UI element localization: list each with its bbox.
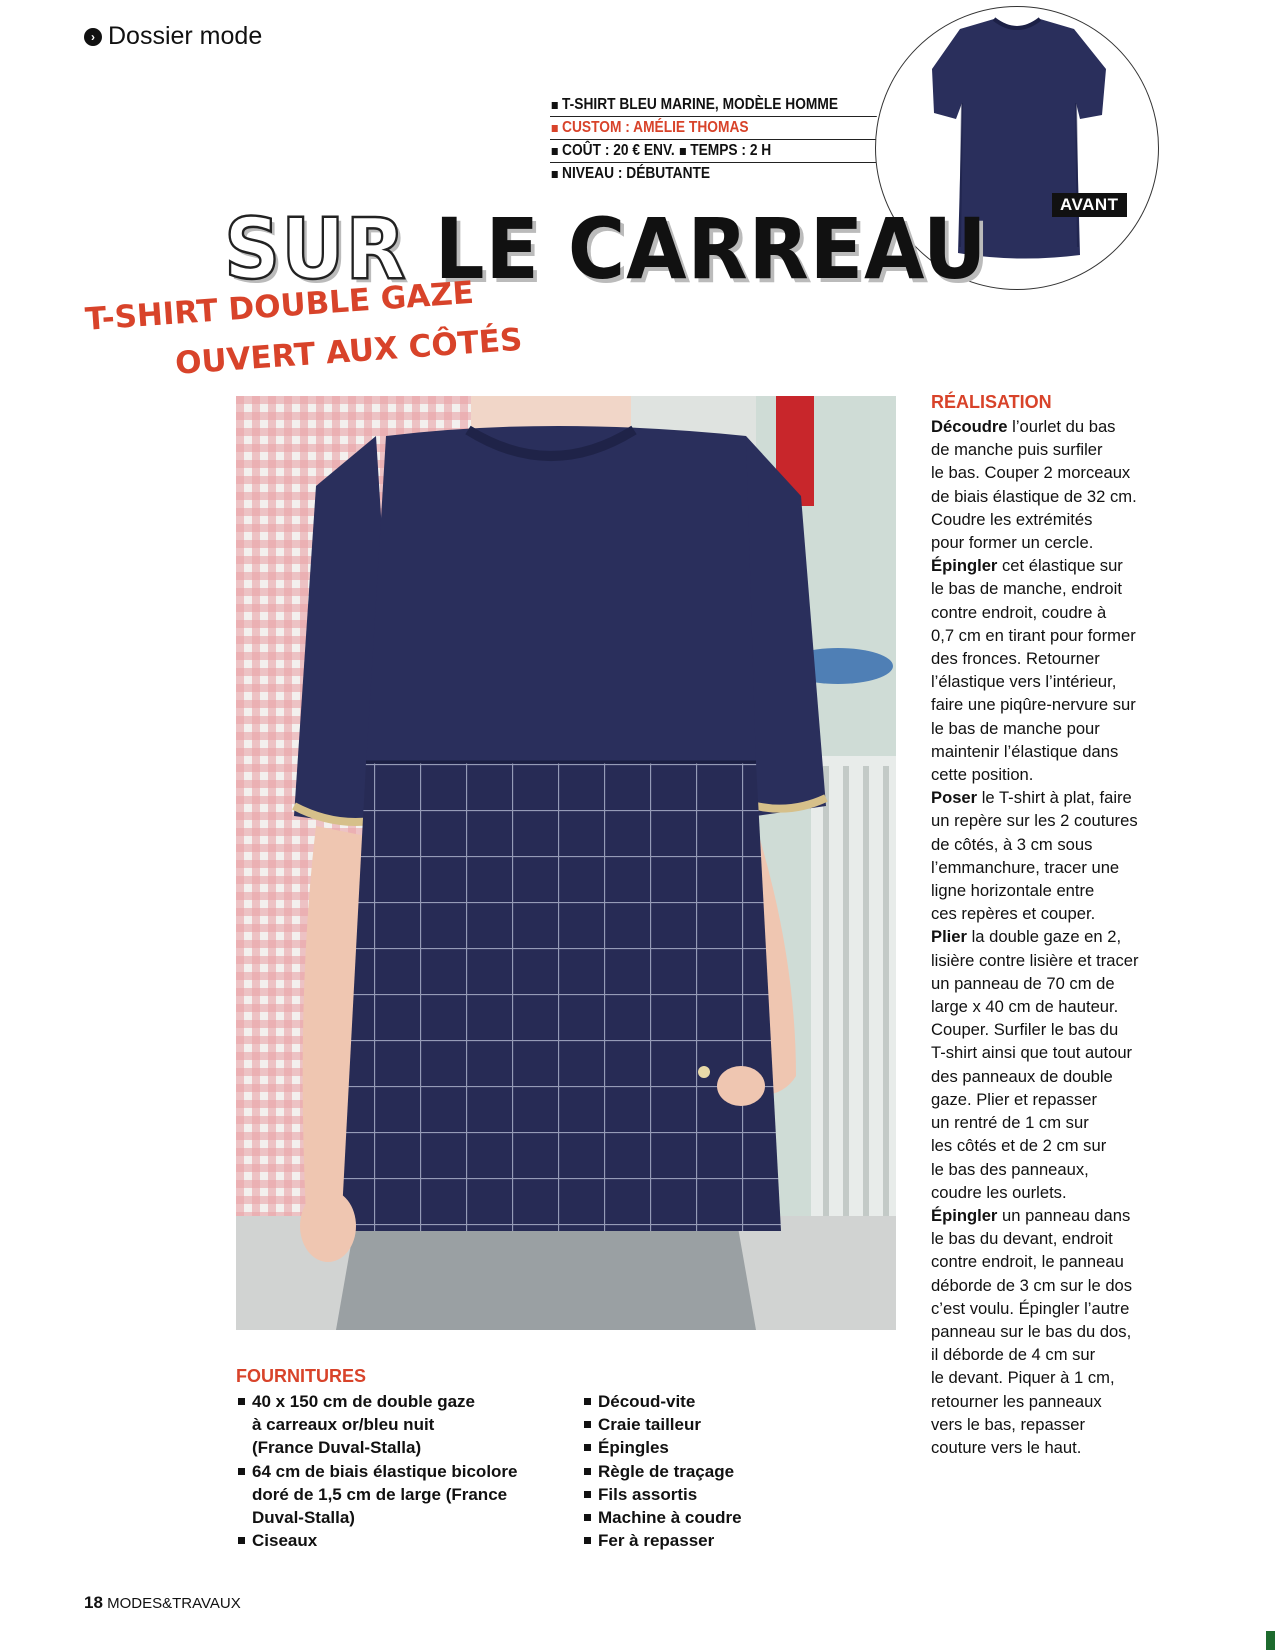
instructions-heading: RÉALISATION: [931, 392, 1052, 412]
materials-item-line: Ciseaux: [252, 1531, 318, 1551]
instruction-line: [931, 902, 1181, 925]
instruction-line: [931, 949, 1181, 972]
materials-item-label: Craie tailleur: [598, 1415, 701, 1435]
materials-item: [582, 1413, 842, 1436]
materials-item-label: Découd-vite: [598, 1392, 696, 1411]
instruction-text: ces repères et couper.: [931, 904, 1096, 924]
page-footer: [84, 1593, 241, 1613]
instruction-text: le devant. Piquer à 1 cm,: [931, 1368, 1115, 1388]
instruction-line: [931, 670, 1181, 693]
instruction-text: c’est voulu. Épingler l’autre: [931, 1298, 1130, 1318]
info-row-model: T-SHIRT BLEU MARINE, MODÈLE HOMME: [550, 94, 877, 117]
instruction-line: [931, 438, 1181, 461]
instruction-line: [931, 1018, 1181, 1041]
instruction-text: vers le bas, repasser: [931, 1414, 1086, 1434]
instruction-text: le bas du devant, endroit: [931, 1229, 1113, 1249]
instruction-line: [931, 624, 1181, 647]
instruction-line: [931, 1343, 1181, 1366]
instruction-text: pour former un cercle.: [931, 533, 1094, 553]
instruction-line: [931, 1297, 1181, 1320]
instruction-line: [931, 508, 1181, 531]
materials-item: [582, 1460, 842, 1483]
materials-item-line: 40 x 150 cm de double gaze: [252, 1392, 475, 1411]
instruction-line: [931, 1111, 1181, 1134]
instruction-text: les côtés et de 2 cm sur: [931, 1136, 1107, 1156]
instruction-line: [931, 1204, 1181, 1227]
page-number: 18: [84, 1593, 103, 1612]
instruction-line: [931, 972, 1181, 995]
bullet-square-icon: [584, 1514, 591, 1521]
instruction-line: [931, 1041, 1181, 1064]
before-badge: AVANT: [1052, 193, 1127, 217]
instruction-text: Coudre les extrémités: [931, 509, 1093, 529]
instruction-line: [931, 1366, 1181, 1389]
bullet-square-icon: [238, 1398, 245, 1405]
instruction-text: contre endroit, coudre à: [931, 602, 1107, 622]
instruction-line: [931, 531, 1181, 554]
instruction-keyword: Épingler: [931, 556, 998, 576]
chevron-right-icon: ›: [84, 28, 102, 46]
instruction-text: des fronces. Retourner: [931, 649, 1100, 669]
instruction-text: large x 40 cm de hauteur.: [931, 997, 1119, 1017]
bullet-square-icon: [584, 1421, 591, 1428]
instruction-line: [931, 879, 1181, 902]
instruction-line: [931, 833, 1181, 856]
instruction-text: de manche puis surfiler: [931, 440, 1103, 460]
materials-item: [582, 1506, 842, 1529]
instruction-text: couture vers le haut.: [931, 1437, 1082, 1457]
instruction-line: [931, 1181, 1181, 1204]
instruction-text: lisière contre lisière et tracer: [931, 950, 1139, 970]
instruction-line: [931, 1274, 1181, 1297]
instruction-text: un panneau dans: [997, 1205, 1131, 1225]
instruction-line: [931, 1134, 1181, 1157]
instruction-keyword: Plier: [931, 927, 967, 947]
instruction-line: [931, 740, 1181, 763]
instruction-text: de biais élastique de 32 cm.: [931, 486, 1137, 506]
info-row-cost-time: COÛT : 20 € ENV. TEMPS : 2 H: [550, 140, 877, 163]
magazine-name: MODES&TRAVAUX: [107, 1595, 241, 1612]
instruction-text: un panneau de 70 cm de: [931, 973, 1115, 993]
instruction-text: T-shirt ainsi que tout autour: [931, 1043, 1133, 1063]
instruction-text: un rentré de 1 cm sur: [931, 1113, 1089, 1133]
instruction-line: [931, 647, 1181, 670]
instruction-text: la double gaze en 2,: [966, 927, 1122, 947]
instruction-text: retourner les panneaux: [931, 1391, 1102, 1411]
materials-heading: FOURNITURES: [236, 1366, 366, 1386]
instruction-text: un repère sur les 2 coutures: [931, 811, 1138, 831]
instruction-line: [931, 577, 1181, 600]
instruction-text: des panneaux de double: [931, 1066, 1113, 1086]
instruction-line: [931, 1065, 1181, 1088]
subtitle-line-1: T-SHIRT DOUBLE GAZE: [84, 274, 475, 338]
instruction-line: [931, 554, 1181, 577]
bullet-square-icon: [584, 1537, 591, 1544]
instruction-line: [931, 415, 1181, 438]
instruction-line: [931, 1250, 1181, 1273]
instruction-text: il déborde de 4 cm sur: [931, 1345, 1096, 1365]
instruction-line: [931, 1227, 1181, 1250]
instruction-line: [931, 925, 1181, 948]
materials-item-line: Duval-Stalla): [252, 1508, 355, 1528]
instruction-keyword: Épingler: [931, 1205, 998, 1225]
instruction-line: [931, 601, 1181, 624]
materials-item-line: (France Duval-Stalla): [252, 1438, 422, 1458]
materials-item: [236, 1460, 556, 1530]
instruction-line: [931, 763, 1181, 786]
instruction-line: [931, 1413, 1181, 1436]
instruction-text: maintenir l’élastique dans: [931, 741, 1119, 761]
instruction-text: contre endroit, le panneau: [931, 1252, 1124, 1272]
instructions-text: [931, 415, 1181, 1459]
materials-item-label: Fer à repasser: [598, 1531, 715, 1551]
instruction-text: coudre les ourlets.: [931, 1182, 1067, 1202]
instruction-text: 0,7 cm en tirant pour former: [931, 625, 1136, 645]
instruction-line: [931, 995, 1181, 1018]
instruction-line: [931, 461, 1181, 484]
instruction-line: [931, 1436, 1181, 1459]
instruction-text: cet élastique sur: [997, 556, 1123, 576]
materials-item-line: doré de 1,5 cm de large (France: [252, 1484, 508, 1504]
bullet-square-icon: [238, 1468, 245, 1475]
materials-item: [582, 1390, 842, 1413]
materials-item-label: Épingles: [598, 1438, 669, 1458]
instruction-text: gaze. Plier et repasser: [931, 1089, 1098, 1109]
materials-item: [236, 1390, 556, 1460]
materials-item: [582, 1529, 842, 1552]
instruction-text: cette position.: [931, 765, 1034, 785]
instruction-text: l’élastique vers l’intérieur,: [931, 672, 1117, 692]
materials-item-line: 64 cm de biais élastique bicolore: [252, 1461, 518, 1481]
instruction-line: [931, 693, 1181, 716]
instruction-text: Couper. Surfiler le bas du: [931, 1020, 1119, 1040]
bullet-square-icon: [238, 1537, 245, 1544]
instruction-text: le bas des panneaux,: [931, 1159, 1089, 1179]
main-photo: [236, 396, 896, 1330]
instructions-column: [931, 392, 1181, 1459]
model-wearing-tshirt-image: [236, 396, 896, 1330]
materials-list-1: [236, 1390, 556, 1552]
materials-item-label: Règle de traçage: [598, 1461, 735, 1481]
title-part-outline: SUR: [224, 200, 407, 298]
title-part-solid: LE CARREAU: [434, 200, 988, 298]
instruction-text: ligne horizontale entre: [931, 881, 1095, 901]
subtitle-line-2: OUVERT AUX CÔTÉS: [174, 321, 524, 382]
instruction-line: [931, 1320, 1181, 1343]
instruction-line: [931, 786, 1181, 809]
instruction-keyword: Découdre: [931, 417, 1008, 436]
section-tag: [84, 22, 262, 51]
instruction-line: [931, 1088, 1181, 1111]
instruction-text: le bas de manche pour: [931, 718, 1100, 738]
instruction-keyword: Poser: [931, 788, 978, 808]
section-label: Dossier mode: [108, 22, 263, 50]
instruction-text: déborde de 3 cm sur le dos: [931, 1275, 1133, 1295]
materials-item-label: Fils assortis: [598, 1484, 698, 1504]
instruction-line: [931, 856, 1181, 879]
materials-list-2: [582, 1390, 842, 1552]
info-row-level: NIVEAU : DÉBUTANTE: [550, 163, 877, 185]
instruction-line: [931, 809, 1181, 832]
info-row-custom: CUSTOM : AMÉLIE THOMAS: [550, 117, 877, 140]
instruction-line: [931, 1158, 1181, 1181]
instruction-text: faire une piqûre-nervure sur: [931, 695, 1136, 715]
materials-item: [582, 1483, 842, 1506]
instruction-line: [931, 717, 1181, 740]
bullet-square-icon: [584, 1444, 591, 1451]
instruction-text: de côtés, à 3 cm sous: [931, 834, 1093, 854]
instruction-text: panneau sur le bas du dos,: [931, 1321, 1132, 1341]
materials-item: [236, 1529, 556, 1552]
instruction-text: le T-shirt à plat, faire: [977, 788, 1132, 808]
materials-item: [582, 1436, 842, 1459]
project-info: [550, 94, 880, 185]
materials-item-line: à carreaux or/bleu nuit: [252, 1415, 435, 1435]
instruction-line: [931, 485, 1181, 508]
instruction-text: l’emmanchure, tracer une: [931, 857, 1120, 877]
instruction-text: le bas. Couper 2 morceaux: [931, 463, 1131, 483]
bullet-square-icon: [584, 1491, 591, 1498]
bullet-square-icon: [584, 1468, 591, 1475]
instruction-text: l’ourlet du bas: [1007, 417, 1116, 436]
instruction-line: [931, 1390, 1181, 1413]
bullet-square-icon: [584, 1398, 591, 1405]
materials-item-label: Machine à coudre: [598, 1508, 742, 1528]
corner-mark: [1266, 1631, 1275, 1650]
instruction-text: le bas de manche, endroit: [931, 579, 1122, 599]
